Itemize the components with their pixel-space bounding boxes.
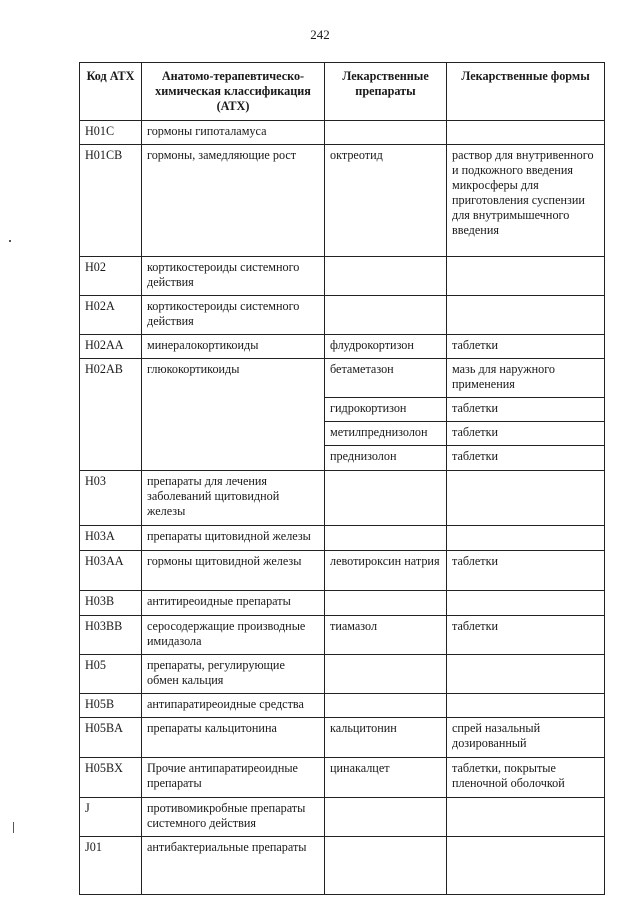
cell-form: таблетки (447, 551, 605, 591)
cell-form (447, 121, 605, 145)
cell-classification: серосодержащие производные имидазола (142, 616, 325, 655)
cell-classification: Прочие антипаратиреоидные препараты (142, 758, 325, 798)
cell-form (447, 694, 605, 718)
table-row (80, 718, 605, 758)
cell-code: H05 (80, 655, 142, 694)
cell-code: H03A (80, 526, 142, 551)
header-forms: Лекарственные формы (447, 63, 605, 121)
cell-classification: препараты щитовидной железы (142, 526, 325, 551)
table-row (80, 798, 605, 837)
cell-code: H03 (80, 471, 142, 526)
cell-code: H02 (80, 257, 142, 296)
cell-drug: цинакалцет (325, 758, 447, 798)
header-drugs: Лекарственные препараты (325, 63, 447, 121)
cell-classification: противомикробные препараты системного действия (142, 798, 325, 837)
table-row (80, 616, 605, 655)
cell-drug: бетаметазон (325, 359, 447, 398)
cell-drug (325, 471, 447, 526)
cell-form: спрей назальный дозированный (447, 718, 605, 758)
cell-code: H01CB (80, 145, 142, 257)
table-row (80, 296, 605, 335)
cell-form (447, 798, 605, 837)
cell-form: таблетки (447, 616, 605, 655)
cell-drug: тиамазол (325, 616, 447, 655)
cell-code: H02AA (80, 335, 142, 359)
cell-classification: кортикостероиды системного действия (142, 257, 325, 296)
cell-drug: преднизолон (325, 446, 447, 471)
cell-drug (325, 526, 447, 551)
cell-form: таблетки, покрытые пленочной оболочкой (447, 758, 605, 798)
table-row (80, 551, 605, 591)
cell-classification: антибактериальные препараты (142, 837, 325, 895)
cell-drug: октреотид (325, 145, 447, 257)
cell-classification: препараты кальцитонина (142, 718, 325, 758)
cell-form (447, 257, 605, 296)
cell-form: мазь для наружного применения (447, 359, 605, 398)
header-classification: Анатомо-терапевтическо-химическая классификация (АТХ) (142, 63, 325, 121)
cell-code: H03B (80, 591, 142, 616)
cell-code: H02AB (80, 359, 142, 471)
cell-code: J (80, 798, 142, 837)
cell-form: таблетки (447, 446, 605, 471)
cell-classification: препараты, регулирующие обмен кальция (142, 655, 325, 694)
cell-code: H05BA (80, 718, 142, 758)
cell-form (447, 655, 605, 694)
cell-drug: гидрокортизон (325, 398, 447, 422)
cell-drug (325, 798, 447, 837)
margin-mark (9, 240, 11, 242)
table-row (80, 359, 605, 398)
table-row (80, 471, 605, 526)
cell-drug (325, 694, 447, 718)
cell-form (447, 526, 605, 551)
table-row (80, 591, 605, 616)
cell-classification: антитиреоидные препараты (142, 591, 325, 616)
cell-drug (325, 655, 447, 694)
table-row (80, 335, 605, 359)
cell-form: таблетки (447, 398, 605, 422)
cell-classification: кортикостероиды системного действия (142, 296, 325, 335)
cell-drug (325, 837, 447, 895)
cell-code: J01 (80, 837, 142, 895)
cell-classification: гормоны, замедляющие рост (142, 145, 325, 257)
table-row (80, 121, 605, 145)
cell-code: H05BX (80, 758, 142, 798)
table-row (80, 145, 605, 257)
cell-form: раствор для внутривенного и подкожного введения микросферы для приготовления суспензии для внутримышечного введения (447, 145, 605, 257)
cell-drug (325, 591, 447, 616)
cell-form (447, 591, 605, 616)
cell-drug (325, 296, 447, 335)
cell-classification: гормоны гипоталамуса (142, 121, 325, 145)
cell-drug (325, 257, 447, 296)
cell-classification: минералокортикоиды (142, 335, 325, 359)
cell-form (447, 471, 605, 526)
page-number: 242 (310, 27, 330, 42)
table-row (80, 526, 605, 551)
cell-classification: глюкокортикоиды (142, 359, 325, 471)
table-row (80, 257, 605, 296)
table-row (80, 655, 605, 694)
cell-drug: флудрокортизон (325, 335, 447, 359)
cell-code: H03AA (80, 551, 142, 591)
table-row (80, 694, 605, 718)
cell-form (447, 837, 605, 895)
cell-code: H02A (80, 296, 142, 335)
cell-classification: антипаратиреоидные средства (142, 694, 325, 718)
cell-drug: кальцитонин (325, 718, 447, 758)
header-code: Код АТХ (80, 63, 142, 121)
margin-mark (13, 822, 14, 833)
cell-form (447, 296, 605, 335)
cell-code: H05B (80, 694, 142, 718)
atx-table (79, 62, 605, 895)
cell-classification: гормоны щитовидной железы (142, 551, 325, 591)
cell-drug (325, 121, 447, 145)
table-row (80, 837, 605, 895)
cell-classification: препараты для лечения заболеваний щитовидной железы (142, 471, 325, 526)
cell-drug: левотироксин натрия (325, 551, 447, 591)
table-row (80, 758, 605, 798)
cell-code: H01C (80, 121, 142, 145)
cell-code: H03BB (80, 616, 142, 655)
cell-drug: метилпреднизолон (325, 422, 447, 446)
cell-form: таблетки (447, 422, 605, 446)
table-header-row (80, 63, 605, 121)
cell-form: таблетки (447, 335, 605, 359)
